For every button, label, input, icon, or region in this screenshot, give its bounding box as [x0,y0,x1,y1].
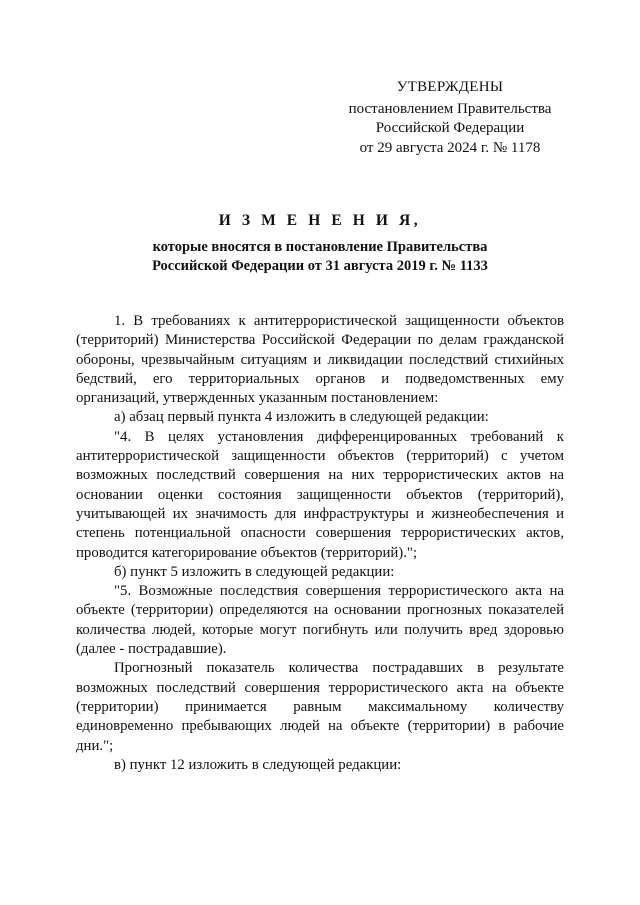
document-title: И З М Е Н Е Н И Я, [218,212,422,229]
approval-block [340,78,560,158]
document-subtitle [0,238,640,276]
paragraph-quoted-4: "4. В целях установления дифференцированных требований к антитеррористической защищенности объектов (территорий) с учетом возможных последствий совершения на них террористических актов на основании оценки состояния защищенности объектов (территорий), учитывающей их значимость для инфраструктуры и жизнеобеспечения и степень потенциальной опасности совершения террористических актов, проводится категорирование объектов (территорий)."; [76,428,564,561]
approval-line: от 29 августа 2024 г. № 1178 [359,139,541,156]
approval-heading: УТВЕРЖДЕНЫ [396,79,504,95]
approval-line: постановлением Правительства [348,100,552,117]
subtitle-line: которые вносятся в постановление Правительства [152,239,488,255]
paragraph-subitem-a: а) абзац первый пункта 4 изложить в следующей редакции: [114,409,489,426]
paragraph-item-1: 1. В требованиях к антитеррористической защищенности объектов (территорий) Министерства Российской Федерации по делам гражданской обороны, чрезвычайным ситуациям и ликвидации последствий стихийных бедствий, его территориальных органов и подведомственных ему организаций, утвержденных указанным постановлением: [76,313,564,407]
paragraph-subitem-b: б) пункт 5 изложить в следующей редакции: [114,563,395,580]
approval-line: Российской Федерации [375,120,525,136]
paragraph-subitem-v: в) пункт 12 изложить в следующей редакции: [114,756,402,773]
document-body [76,312,564,775]
paragraph-quoted-5: "5. Возможные последствия совершения террористического акта на объекте (территории) определяются на основании прогнозных показателей количества людей, которые могут погибнуть или получить вред здоровью (далее - пострадавшие). [76,583,564,658]
paragraph-forecast: Прогнозный показатель количества пострадавших в результате возможных последствий совершения террористического акта на объекте (территории) принимается равным максимальному количеству единовременно пребывающих людей на объекте (территории) в рабочие дни."; [76,660,564,754]
subtitle-line: Российской Федерации от 31 августа 2019 г. № 1133 [152,258,488,274]
